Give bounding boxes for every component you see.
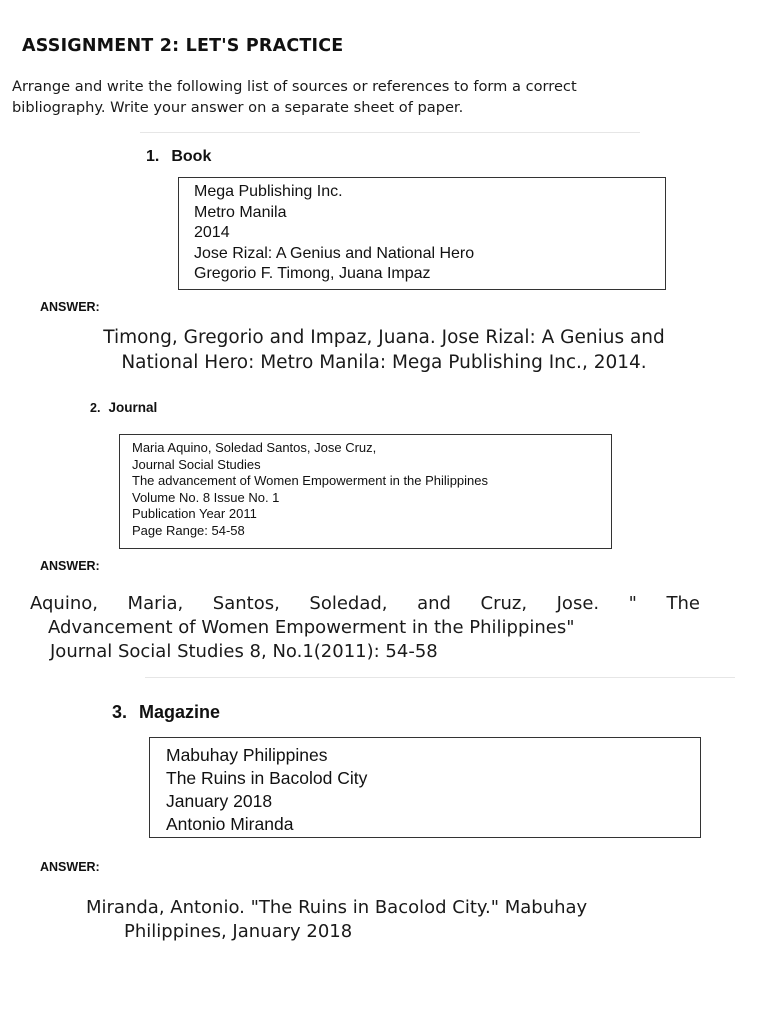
answer-magazine [86, 896, 726, 944]
source-box-magazine [149, 737, 701, 838]
section-heading-journal [90, 400, 157, 415]
divider [145, 677, 735, 678]
answer-line: Journal Social Studies 8, No.1(2011): 54-58 [50, 641, 438, 662]
page-title: ASSIGNMENT 2: LET'S PRACTICE [22, 36, 344, 56]
divider [140, 132, 640, 133]
answer-line: Philippines, January 2018 [124, 921, 353, 942]
section-heading-magazine [112, 702, 220, 723]
answer-line: National Hero: Metro Manila: Mega Publishing Inc., 2014. [121, 352, 647, 373]
section-number: 3. [112, 702, 128, 722]
source-line: Page Range: 54-58 [132, 522, 245, 538]
answer-label: ANSWER: [40, 860, 100, 874]
source-line: Jose Rizal: A Genius and National Hero [194, 244, 475, 262]
section-number: 1. [146, 148, 160, 165]
source-line: January 2018 [166, 791, 273, 811]
instructions-line: Arrange and write the following list of sources or references to form a correct [12, 78, 577, 95]
section-number: 2. [90, 401, 101, 415]
answer-book [20, 325, 748, 375]
answer-label: ANSWER: [40, 300, 100, 314]
source-line: The advancement of Women Empowerment in the Philippines [132, 473, 489, 489]
answer-line: Advancement of Women Empowerment in the Philippines" [48, 617, 575, 638]
source-box-book [178, 177, 666, 290]
answer-label: ANSWER: [40, 559, 100, 573]
source-line: Antonio Miranda [166, 814, 294, 834]
source-line: Maria Aquino, Soledad Santos, Jose Cruz, [132, 440, 377, 455]
section-title: Book [171, 148, 212, 165]
instructions-line: bibliography. Write your answer on a separate sheet of paper. [12, 99, 464, 116]
answer-line: Aquino, Maria, Santos, Soledad, and Cruz, Jose. " The [30, 593, 700, 614]
section-title: Magazine [139, 702, 221, 722]
answer-journal [30, 592, 700, 664]
source-line: The Ruins in Bacolod City [166, 768, 368, 788]
section-heading-book [146, 148, 211, 166]
source-line: 2014 [194, 224, 230, 241]
source-line: Publication Year 2011 [132, 506, 257, 522]
source-line: Metro Manila [194, 203, 287, 221]
source-box-journal [119, 434, 612, 549]
source-line: Journal Social Studies [132, 456, 261, 472]
source-line: Volume No. 8 Issue No. 1 [132, 489, 280, 505]
source-line: Gregorio F. Timong, Juana Impaz [194, 265, 431, 282]
section-title: Journal [108, 400, 158, 415]
source-line: Mega Publishing Inc. [194, 183, 343, 200]
answer-line: Miranda, Antonio. "The Ruins in Bacolod City." Mabuhay [86, 897, 588, 918]
source-line: Mabuhay Philippines [166, 745, 328, 765]
instructions [12, 76, 762, 118]
answer-line: Timong, Gregorio and Impaz, Juana. Jose Rizal: A Genius and [103, 327, 665, 348]
